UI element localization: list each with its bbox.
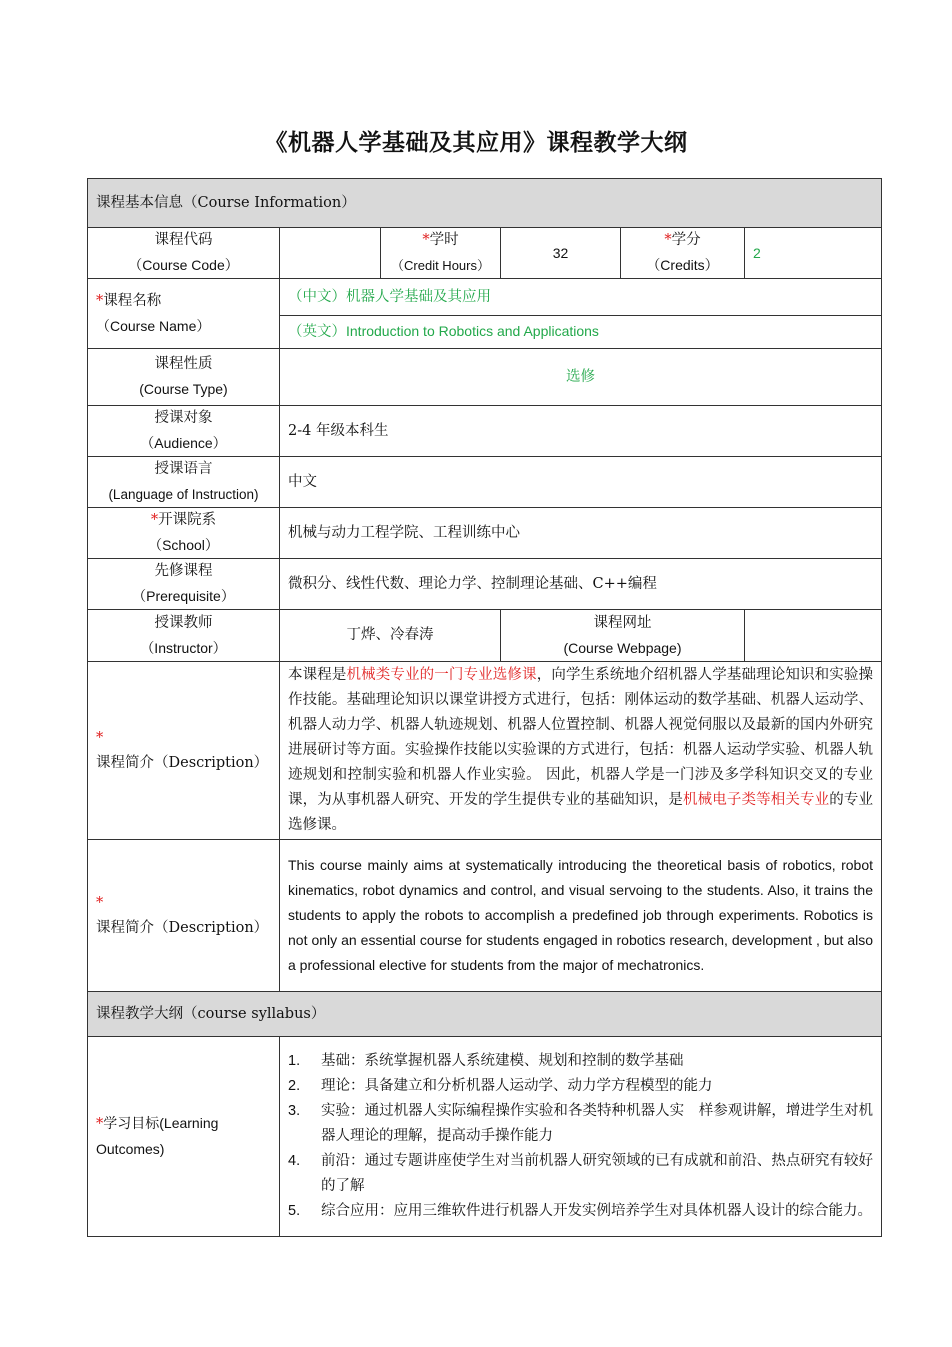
label-en: (Language of Instruction) <box>108 487 259 502</box>
document-title: 《机器人学基础及其应用》课程教学大纲 <box>264 129 688 156</box>
credits-value: 2 <box>745 228 882 279</box>
label-en: （Credits） <box>646 257 719 273</box>
required-mark: * <box>96 292 104 309</box>
label-en: （Prerequisite） <box>132 588 235 604</box>
course-webpage-label <box>501 610 745 662</box>
language-label <box>88 457 280 508</box>
row-prerequisite <box>88 559 882 610</box>
item-text: 前沿：通过专题讲座使学生对当前机器人研究领域的已有成就和前沿、热点研究有较好的了解 <box>321 1153 873 1194</box>
label-cn: 课程代码 <box>154 232 213 248</box>
row-description-en <box>88 840 882 992</box>
learning-outcomes-label <box>88 1037 280 1237</box>
credit-hours-value: 32 <box>501 228 621 279</box>
course-webpage-value[interactable] <box>745 610 882 662</box>
label-cn: 授课教师 <box>154 614 213 631</box>
list-item <box>288 1099 873 1149</box>
row-description-cn <box>88 662 882 840</box>
row-learning-outcomes <box>88 1037 882 1237</box>
syllabus-table <box>87 178 882 1237</box>
required-mark: * <box>422 232 430 248</box>
section-header: 课程教学大纲（course syllabus） <box>88 992 882 1037</box>
course-code-label <box>88 228 280 279</box>
label-cn: 课程性质 <box>154 356 213 372</box>
course-name-en <box>280 316 882 349</box>
description-en-text: This course mainly aims at systematically introducing the theoretical basis of robotics, robot kinematics, robot dynamics and control, and visual servoing to the students. Also, it trains the students to apply the robots to accomplish a predefined job through experiments. Robotics is not only an essential course for students engaged in robotics research, development , but also a professional elective for students from the major of mechatronics. <box>280 840 882 992</box>
item-number: 3. <box>288 1103 301 1119</box>
text: 的专业选修课。 <box>288 792 874 833</box>
item-text: 实验：通过机器人实际编程操作实验和各类特种机器人实 样参观讲解，增进学生对机器人理论的理解，提高动手操作能力 <box>321 1103 873 1144</box>
highlight-text: 机械电子类等相关专业 <box>682 792 830 808</box>
label-cn: 授课语言 <box>154 461 213 477</box>
list-item <box>288 1149 873 1199</box>
required-mark: * <box>664 232 672 248</box>
label-en: （Course Code） <box>128 257 239 273</box>
label-cn: 学时 <box>429 232 459 248</box>
highlight-text: 机械类专业的一门专业选修课 <box>346 667 537 683</box>
description-cn-label <box>88 662 280 840</box>
required-mark: * <box>96 1115 104 1132</box>
label-en: （Instructor） <box>140 639 227 656</box>
label-cn: 授课对象 <box>154 410 213 426</box>
item-number: 2. <box>288 1078 301 1094</box>
audience-label <box>88 406 280 457</box>
text: 本课程是 <box>288 667 347 683</box>
item-number: 4. <box>288 1153 301 1169</box>
language-value: 中文 <box>280 457 882 508</box>
course-type-value: 选修 <box>280 349 882 406</box>
audience-value: 2-4 年级本科生 <box>280 406 882 457</box>
credit-hours-label <box>381 228 501 279</box>
prerequisite-value: 微积分、线性代数、理论力学、控制理论基础、C++编程 <box>280 559 882 610</box>
section-header: 课程基本信息（Course Information） <box>88 179 882 228</box>
text: ，向学生系统地介绍机器人学基础理论知识和实验操作技能。基础理论知识以课堂讲授方式进行，包括：刚体运动的数学基础、机器人运动学、机器人动力学、机器人轨迹规划、机器人位置控制、机器人视觉伺服以及最新的国内外研究进展研讨等方面。实验操作技能以实验课的方式进行，包括：机器人运动学实验、机器人轨迹规划和控制实验和机器人作业实验。 因此，机器人学是一门涉及多学科知识交叉的专业课，为从事机器人研究、开发的学生提供专业的基础知识，是 <box>288 667 874 808</box>
instructor-value: 丁烨、冷春涛 <box>280 610 501 662</box>
required-mark: * <box>150 512 159 528</box>
label-cn: 课程网址 <box>593 614 652 631</box>
label-cn: 先修课程 <box>154 563 213 579</box>
item-number: 5. <box>288 1203 301 1219</box>
item-text: 理论：具备建立和分析机器人运动学、动力学方程模型的能力 <box>321 1078 713 1094</box>
label-en: （Audience） <box>140 435 227 451</box>
school-label <box>88 508 280 559</box>
label: 课程简介（Description） <box>96 754 269 771</box>
credits-label <box>621 228 745 279</box>
course-type-label <box>88 349 280 406</box>
instructor-label <box>88 610 280 662</box>
label-cn: 开课院系 <box>158 512 217 528</box>
item-text: 综合应用：应用三维软件进行机器人开发实例培养学生对具体机器人设计的综合能力。 <box>321 1203 872 1219</box>
required-mark: * <box>96 894 104 911</box>
list-item <box>288 1074 873 1099</box>
row-instructor <box>88 610 882 662</box>
school-value: 机械与动力工程学院、工程训练中心 <box>280 508 882 559</box>
label-cn: 课程名称 <box>103 292 162 309</box>
row-school <box>88 508 882 559</box>
description-cn-text <box>280 662 882 840</box>
label: 课程简介（Description） <box>96 919 269 936</box>
item-text: 基础：系统掌握机器人系统建模、规划和控制的数学基础 <box>321 1053 684 1069</box>
list-item <box>288 1049 873 1074</box>
section-course-info <box>88 179 882 228</box>
section-course-syllabus <box>88 992 882 1037</box>
label-en: (Course Type) <box>139 381 228 397</box>
course-name-label <box>88 279 280 349</box>
course-code-value <box>280 228 381 279</box>
description-en-label <box>88 840 280 992</box>
label: 学习目标(Learning Outcomes) <box>96 1114 219 1157</box>
row-course-type <box>88 349 882 406</box>
en-prefix: （英文） <box>288 324 346 340</box>
required-mark: * <box>96 729 104 746</box>
en-name: Introduction to Robotics and Applications <box>346 323 599 339</box>
label-cn: 学分 <box>671 232 701 248</box>
row-audience <box>88 406 882 457</box>
outcomes-list <box>288 1045 873 1228</box>
item-number: 1. <box>288 1053 301 1069</box>
label-en: （Credit Hours） <box>391 258 490 273</box>
course-name-cn: （中文）机器人学基础及其应用 <box>280 279 882 316</box>
row-language <box>88 457 882 508</box>
row-course-name-cn <box>88 279 882 316</box>
label-en: (Course Webpage) <box>563 639 682 656</box>
label-en: （School） <box>148 537 219 553</box>
list-item <box>288 1199 873 1224</box>
prerequisite-label <box>88 559 280 610</box>
learning-outcomes-list <box>280 1037 882 1237</box>
label-en: （Course Name） <box>96 317 211 334</box>
row-code-hours-credits <box>88 228 882 279</box>
